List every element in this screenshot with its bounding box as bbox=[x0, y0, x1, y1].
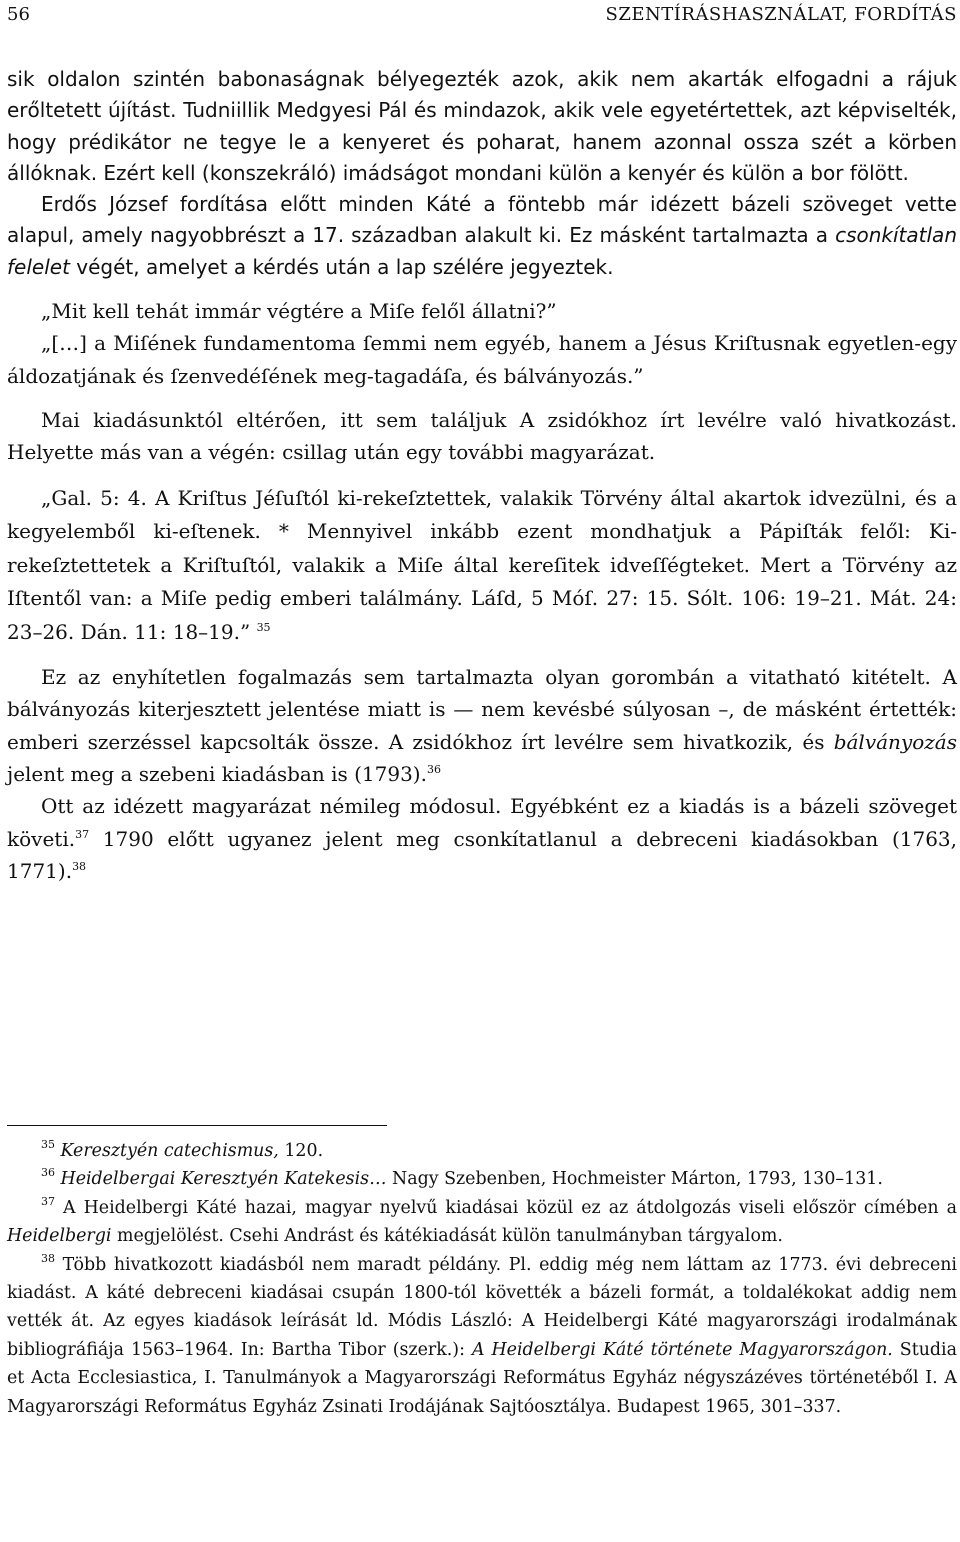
paragraph-text: Ez az enyhítetlen fogalmazás sem tartalmazta olyan gorombán a vitatható kitételt. A bálványozás kiterjesztett jelentése miatt is — nem kevésbé súlyosan –, de másként értették: emberi szerzéssel kapcsolták össze. A zsidókhoz írt levélre sem hivatkozik, és bbox=[7, 665, 957, 754]
paragraph-current-edition: Mai kiadásunktól eltérően, itt sem találjuk A zsidókhoz írt levélre való hivatkozást. Helyette más van a végén: csillag után egy további magyarázat. bbox=[7, 407, 957, 465]
main-text bbox=[7, 64, 957, 887]
footnote-ref[interactable]: 37 bbox=[75, 827, 90, 841]
footnote-text: Studia et Acta Ecclesiastica, I. Tanulmányok a Magyarországi Református Egyház négyszázéves történetéből I. A Magyarországi Református Egyház Zsinati Irodájának Sajtóosztálya. Budapest 1965, 301–337. bbox=[7, 1339, 957, 1417]
footnote-number: 35 bbox=[41, 1138, 55, 1151]
quote-text: „Gal. 5: 4. A Kriſtus Jéſuſtól ki-rekeſztettek, valakik Törvény által akartok idvezülni, és a kegyelemből ki-eſtenek. * Mennyivel inkább ezent mondhatjuk a Pápiſták felől: Ki-rekeſztettetek a Kriſtuſtól, valakik a Miſe által kereſitek idveſſégteket. Mert a Törvény az Iſtentől van: a Miſe pedig emberi találmány. Láſd, 5 Móſ. 27: 15. Sólt. 106: 19–21. Mát. 24: 23–26. Dán. 11: 18–19.” bbox=[7, 485, 957, 644]
paragraph-text: jelent meg a szebeni kiadásban is (1793). bbox=[7, 761, 427, 786]
paragraph-text: végét, amelyet a kérdés után a lap szélére jegyeztek. bbox=[69, 254, 614, 279]
paragraph-text: Erdős József fordítása előtt minden Káté a föntebb már idézett bázeli szöveget vette alapul, amely nagyobbrészt a 17. században alakult ki. Ez másként tartalmazta a bbox=[7, 192, 957, 248]
footnote-38 bbox=[7, 1251, 957, 1421]
paragraph-continuation: sik oldalon szintén babonaságnak bélyegezték azok, akik nem akarták elfogadni a rájuk erőltetett újítást. Tudniillik Medgyesi Pál és mindazok, akik vele egyetértettek, azt képviselték, hogy prédikátor ne tegye le a kenyeret és poharat, hanem azonnal ossza szét a körben állóknak. Ezért kell (konszekráló) imádságot mondani külön a kenyér és külön a bor fölött. bbox=[7, 67, 957, 185]
paragraph-text: 1790 előtt ugyanez jelent meg csonkítatlanul a debreceni kiadásokban (1763, 1771). bbox=[7, 826, 957, 883]
footnote-title: Keresztyén catechismus, bbox=[60, 1141, 279, 1161]
footnote-number: 38 bbox=[41, 1251, 55, 1265]
footnote-ref[interactable]: 35 bbox=[256, 620, 271, 634]
footnote-35 bbox=[7, 1137, 957, 1165]
footnote-text: Nagy Szebenben, Hochmeister Márton, 1793, 130–131. bbox=[386, 1169, 883, 1190]
italic-term: bálványozás bbox=[833, 729, 957, 754]
footnote-number: 36 bbox=[41, 1166, 55, 1180]
footnote-divider bbox=[7, 1125, 387, 1126]
footnote-37 bbox=[7, 1194, 957, 1251]
footnote-ref[interactable]: 38 bbox=[72, 859, 87, 873]
running-title: SZENTÍRÁSHASZNÁLAT, FORDÍTÁS bbox=[605, 4, 957, 25]
footnote-36 bbox=[7, 1165, 957, 1193]
paragraph-text: Ott az idézett magyarázat némileg módosul. Egyébként ez a kiadás is a bázeli szöveget követi. bbox=[7, 794, 957, 851]
footnote-text: 120. bbox=[278, 1141, 324, 1161]
footnote-title: Heidelbergi bbox=[7, 1226, 112, 1247]
paragraph-wording bbox=[7, 661, 957, 790]
footnote-number: 37 bbox=[41, 1194, 55, 1208]
footnote-text: Több hivatkozott kiadásból nem maradt példány. Pl. eddig még nem láttam az 1773. évi debreceni kiadást. A káté debreceni kiadásai csupán 1800-tól követték a bázeli formát, a toldalékokat addig nem vették át. Az egyes kiadások leírását ld. Módis László: A Heidelbergi Káté magyarországi irodalmának bibliográfiája 1563–1964. In: Bartha Tibor (szerk.): bbox=[7, 1254, 957, 1360]
footnote-ref[interactable]: 36 bbox=[426, 762, 441, 776]
footnote-title: Heidelbergai Keresztyén Katekesis… bbox=[60, 1169, 387, 1190]
quote-answer: „[…] a Miſének fundamentoma ſemmi nem egyéb, hanem a Jésus Kriſtusnak egyetlen-egy áldozatjának és ſzenvedéſének meg-tagadáſa, és bálványozás.” bbox=[7, 331, 957, 388]
footnote-text: A Heidelbergi Káté hazai, magyar nyelvű kiadásai közül ez az átdolgozás viseli először címében a bbox=[55, 1197, 957, 1218]
page-header bbox=[7, 4, 957, 34]
page-number: 56 bbox=[7, 4, 30, 25]
footnote-text: megjelölést. Csehi Andrást és kátékiadását külön tanulmányban tárgyalom. bbox=[111, 1226, 783, 1247]
italic-term: csonkítatlan felelet bbox=[7, 223, 957, 279]
paragraph-modification bbox=[7, 790, 957, 887]
footnotes bbox=[7, 1137, 957, 1421]
quote-explanation bbox=[7, 482, 957, 650]
quote-question: „Mit kell tehát immár végtére a Miſe felől állatni?” bbox=[41, 299, 557, 324]
paragraph-basel-text bbox=[7, 189, 957, 283]
footnote-title: A Heidelbergi Káté története Magyarországon. bbox=[471, 1339, 893, 1360]
